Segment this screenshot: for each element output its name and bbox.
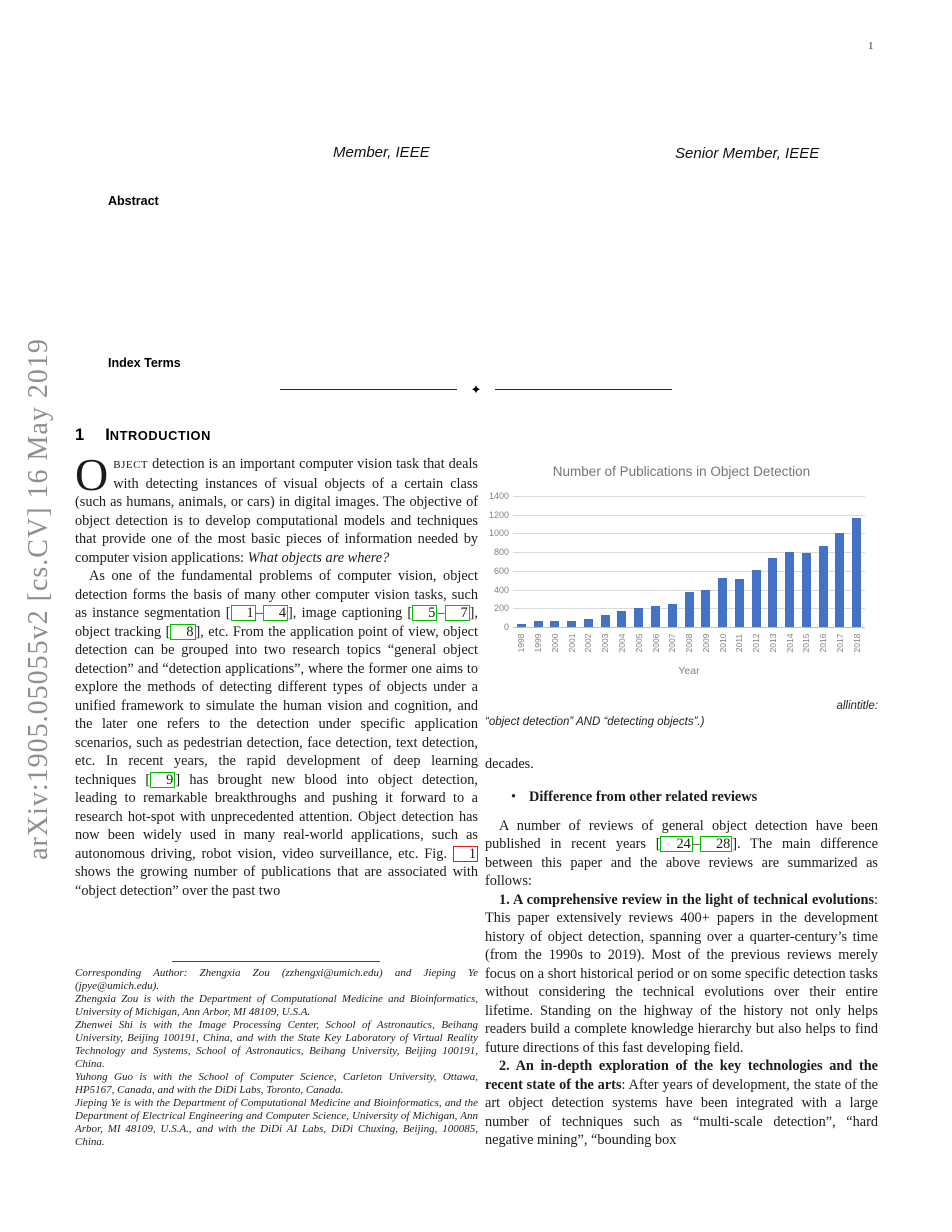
chart-title: Number of Publications in Object Detection bbox=[552, 464, 811, 479]
citation-link[interactable]: 4 bbox=[263, 605, 288, 621]
x-slot bbox=[681, 629, 698, 661]
x-axis-tick-2017: 2017 bbox=[834, 633, 845, 653]
x-slot bbox=[832, 629, 849, 661]
bar-slot bbox=[748, 570, 765, 627]
text-segment: ], etc. From the application point of view, object detection can be grouped into two research topics “general object detection” and “detection applications”, where the former one aims to explore the methods of detecting different types of objects under a unified framework to simulate the human vision and cognition, and the later one refers to the detection under specific application scenarios, such as pedestrian detection, face detection, text detection, etc. In recent years, the rapid development of deep learning techniques [ bbox=[75, 623, 478, 788]
y-axis-tick-800: 800 bbox=[493, 547, 509, 558]
citation-link[interactable]: 5 bbox=[412, 605, 437, 621]
text-segment: detection is an important computer vision task that deals with detecting instances of visual objects of a certain class (such as humans, animals, or cars) in digital images. The objective of object detection is to develop computational models and techniques that provide one of the most basic pieces of information needed by computer vision applications: bbox=[75, 456, 478, 566]
y-axis-tick-200: 200 bbox=[493, 603, 509, 614]
y-axis-tick-600: 600 bbox=[493, 565, 509, 576]
arxiv-watermark: arXiv:1905.05055v2 [cs.CV] 16 May 2019 bbox=[23, 338, 54, 860]
x-slot bbox=[664, 629, 681, 661]
bar-slot bbox=[530, 621, 547, 627]
index-terms-label: Index Terms bbox=[108, 356, 181, 370]
bar-2013 bbox=[768, 558, 777, 627]
bar-2010 bbox=[718, 578, 727, 627]
footnote-affiliation-3: Yuhong Guo is with the School of Computer Science, Carleton University, Ottawa, HP5167, Canada, and with the DiDi Labs, Toronto, Canada. bbox=[75, 1071, 478, 1096]
bar-slot bbox=[630, 608, 647, 627]
drop-cap: O bbox=[75, 449, 109, 500]
bullet-item-difference bbox=[485, 789, 878, 806]
citation-link[interactable]: 28 bbox=[700, 836, 732, 852]
bar-slot bbox=[815, 546, 832, 627]
x-slot bbox=[697, 629, 714, 661]
x-axis-tick-2001: 2001 bbox=[566, 633, 577, 653]
citation-link[interactable]: 7 bbox=[445, 605, 470, 621]
bar-slot bbox=[832, 533, 849, 627]
x-slot bbox=[815, 629, 832, 661]
x-slot bbox=[714, 629, 731, 661]
y-axis-tick-0: 0 bbox=[503, 622, 509, 632]
x-slot bbox=[614, 629, 631, 661]
y-axis-tick-1200: 1200 bbox=[488, 509, 509, 520]
bar-slot bbox=[714, 578, 731, 627]
intro-paragraph-1 bbox=[75, 449, 478, 567]
bar-2001 bbox=[567, 621, 576, 627]
bar-slot bbox=[647, 606, 664, 627]
bar-2005 bbox=[634, 608, 643, 627]
bar-2016 bbox=[819, 546, 828, 627]
text-segment: ], object tracking [ bbox=[75, 605, 478, 640]
x-slot bbox=[798, 629, 815, 661]
footnote-affiliation-2: Zhenwei Shi is with the Image Processing Center, School of Astronautics, Beihang University, Beijing 100191, China, and with the State Key Laboratory of Virtual Reality Technology and Systems, School of Astronautics, Beihang University, Beijing 100191, China. bbox=[75, 1019, 478, 1070]
paragraph-reviews bbox=[485, 817, 878, 891]
bar-2014 bbox=[785, 552, 794, 627]
text-segment: 1. A comprehensive review in the light of technical evolutions bbox=[499, 891, 875, 908]
y-axis-tick-1000: 1000 bbox=[488, 528, 509, 539]
footnote-corresponding-author: Corresponding Author: Zhengxia Zou (zzhengxi@umich.edu) and Jieping Ye (jpye@umich.edu). bbox=[75, 967, 478, 992]
y-axis-tick-1400: 1400 bbox=[488, 491, 509, 501]
author-member-ieee: Member, IEEE bbox=[333, 144, 430, 161]
right-column bbox=[485, 700, 878, 1150]
bar-slot bbox=[580, 619, 597, 627]
bar-2015 bbox=[802, 553, 811, 627]
bar-slot bbox=[614, 611, 631, 627]
x-axis-tick-2011: 2011 bbox=[734, 633, 745, 653]
bar-2003 bbox=[601, 615, 610, 627]
separator-line-right bbox=[495, 389, 672, 390]
bar-1998 bbox=[517, 624, 526, 627]
x-axis-tick-2008: 2008 bbox=[684, 633, 695, 653]
intro-paragraph-1-text bbox=[75, 449, 478, 566]
text-segment: 2. An in-depth exploration of the key technologies and the recent state of the arts bbox=[485, 1058, 878, 1093]
bar-2004 bbox=[617, 611, 626, 627]
figure-ref-link[interactable]: 1 bbox=[453, 846, 478, 862]
diamond-icon: ✦ bbox=[470, 381, 482, 397]
figure-1-publications-chart bbox=[483, 458, 880, 693]
figure-caption-fragment-2: “object detection” AND “detecting objects”.) bbox=[485, 716, 705, 728]
text-segment: ] has brought new blood into object detection, leading to remarkable breakthroughs and pushing it forward to a research hot-spot with unprecedented attention. Object detection has now been widely used in many real-world applications, such as autonomous driving, robot vision, video surveillance, etc. Fig. bbox=[75, 771, 478, 862]
footnote-affiliation-1: Zhengxia Zou is with the Department of Computational Medicine and Bioinformatics, University of Michigan, Ann Arbor, MI 48109, U.S.A. bbox=[75, 993, 478, 1018]
footnote-affiliation-4: Jieping Ye is with the Department of Computational Medicine and Bioinformatics, and the Department of Electrical Engineering and Computer Science, University of Michigan, Ann Arbor, MI 48109, U.S.A., and with the DiDi AI Labs, DiDi Chuxing, Beijing, 100085, China. bbox=[75, 1097, 478, 1148]
x-slot bbox=[547, 629, 564, 661]
bar-slot bbox=[798, 553, 815, 627]
x-slot bbox=[781, 629, 798, 661]
x-axis-tick-2018: 2018 bbox=[851, 633, 862, 653]
bar-1999 bbox=[534, 621, 543, 627]
bar-2000 bbox=[550, 621, 559, 627]
x-axis-tick-2007: 2007 bbox=[667, 633, 678, 653]
x-axis-tick-2006: 2006 bbox=[650, 633, 661, 653]
left-column bbox=[75, 449, 478, 900]
y-axis-tick-400: 400 bbox=[493, 584, 509, 595]
bar-2002 bbox=[584, 619, 593, 627]
bars-group bbox=[513, 496, 865, 627]
text-segment: ]. The main difference between this paper and the above reviews are summarized as follows: bbox=[485, 836, 878, 889]
bar-2018 bbox=[852, 518, 861, 627]
x-axis-tick-2010: 2010 bbox=[717, 633, 728, 653]
bar-slot bbox=[547, 621, 564, 627]
citation-link[interactable]: 1 bbox=[231, 605, 256, 621]
bar-slot bbox=[848, 518, 865, 627]
x-axis-tick-2014: 2014 bbox=[784, 633, 795, 653]
bar-2011 bbox=[735, 579, 744, 627]
paragraph-point-2 bbox=[485, 1057, 878, 1150]
bar-slot bbox=[781, 552, 798, 627]
x-axis-tick-2009: 2009 bbox=[700, 633, 711, 653]
intro-paragraph-2 bbox=[75, 567, 478, 900]
bar-2017 bbox=[835, 533, 844, 627]
x-axis-tick-2016: 2016 bbox=[818, 633, 829, 653]
text-segment: What objects are where? bbox=[247, 549, 390, 566]
separator-line-left bbox=[280, 389, 457, 390]
x-axis-tick-1999: 1999 bbox=[533, 633, 544, 653]
text-segment: : After years of development, the state of the art object detection systems have been integrated with a large number of techniques such as “multi-scale detection”, “hard negative mining”, “bounding box bbox=[485, 1076, 879, 1148]
footnote-rule bbox=[172, 961, 380, 962]
x-slot bbox=[647, 629, 664, 661]
x-axis-tick-2013: 2013 bbox=[767, 633, 778, 653]
section-title: NTRODUCTION bbox=[109, 428, 211, 443]
text-segment: shows the growing number of publications that are associated with “object detection” over the past two bbox=[75, 864, 478, 899]
x-slot bbox=[748, 629, 765, 661]
x-slot bbox=[563, 629, 580, 661]
bar-slot bbox=[597, 615, 614, 627]
bar-slot bbox=[681, 592, 698, 627]
x-axis-tick-2015: 2015 bbox=[801, 633, 812, 653]
text-segment: – bbox=[437, 605, 445, 621]
x-axis-tick-2002: 2002 bbox=[583, 633, 594, 653]
x-axis-tick-1998: 1998 bbox=[516, 633, 527, 653]
lead-smallcaps: BJECT bbox=[113, 459, 149, 471]
x-slot bbox=[731, 629, 748, 661]
bar-slot bbox=[513, 624, 530, 627]
paragraph-point-1 bbox=[485, 891, 878, 1058]
text-segment: ], image captioning [ bbox=[288, 605, 413, 621]
paragraph-decades: decades. bbox=[485, 756, 534, 772]
x-axis-tick-2005: 2005 bbox=[633, 633, 644, 653]
x-axis-tick-2000: 2000 bbox=[549, 633, 560, 653]
gridline-0 bbox=[513, 627, 865, 628]
x-slot bbox=[630, 629, 647, 661]
abstract-label: Abstract bbox=[108, 194, 159, 208]
bullet-icon: • bbox=[511, 788, 517, 805]
author-senior-member-ieee: Senior Member, IEEE bbox=[675, 145, 820, 162]
section-number: 1 bbox=[75, 426, 85, 444]
bullet-item-label: Difference from other related reviews bbox=[529, 788, 758, 805]
x-axis-title: Year bbox=[678, 665, 700, 677]
x-slot bbox=[513, 629, 530, 661]
text-segment: : This paper extensively reviews 400+ papers in the development history of object detection, spanning over a quarter-century’s time (from the 1990s to 2019). Most of the previous reviews merely focus on a short historical period or on some specific detection tasks without considering the technical evolutions over their entire lifetime. Standing on the highway of the history not only helps readers build a complete knowledge hierarchy but also helps to find future directions of this fast developing field. bbox=[485, 891, 878, 1056]
bar-slot bbox=[731, 579, 748, 627]
bar-slot bbox=[563, 621, 580, 627]
section-separator bbox=[280, 381, 672, 397]
text-segment: – bbox=[255, 605, 263, 621]
bar-slot bbox=[664, 604, 681, 627]
x-slot bbox=[597, 629, 614, 661]
x-slot bbox=[764, 629, 781, 661]
section-1-heading bbox=[75, 426, 211, 445]
x-axis-tick-2004: 2004 bbox=[616, 633, 627, 653]
bar-slot bbox=[697, 590, 714, 627]
footnotes-block bbox=[75, 967, 478, 1149]
citation-link[interactable]: 24 bbox=[660, 836, 692, 852]
section-title-initial: I bbox=[105, 426, 110, 444]
page-number: 1 bbox=[868, 40, 874, 52]
bar-2007 bbox=[668, 604, 677, 627]
x-axis-labels bbox=[513, 629, 865, 661]
citation-link[interactable]: 8 bbox=[170, 624, 195, 640]
text-segment: – bbox=[692, 836, 700, 852]
x-slot bbox=[530, 629, 547, 661]
citation-link[interactable]: 9 bbox=[150, 772, 175, 788]
bar-2012 bbox=[752, 570, 761, 627]
bar-2006 bbox=[651, 606, 660, 627]
text-segment: A number of reviews of general object detection have been published in recent years [ bbox=[485, 817, 878, 852]
x-axis-tick-2003: 2003 bbox=[600, 633, 611, 653]
figure-caption-fragment-1: allintitle: bbox=[836, 700, 878, 712]
bar-chart bbox=[483, 458, 880, 693]
text-segment: As one of the fundamental problems of computer vision, object detection forms the basis of many other computer vision tasks, such as instance segmentation [ bbox=[75, 568, 478, 621]
bar-slot bbox=[764, 558, 781, 627]
bar-2008 bbox=[685, 592, 694, 627]
x-axis-tick-2012: 2012 bbox=[751, 633, 762, 653]
bar-2009 bbox=[701, 590, 710, 627]
x-slot bbox=[580, 629, 597, 661]
x-slot bbox=[848, 629, 865, 661]
